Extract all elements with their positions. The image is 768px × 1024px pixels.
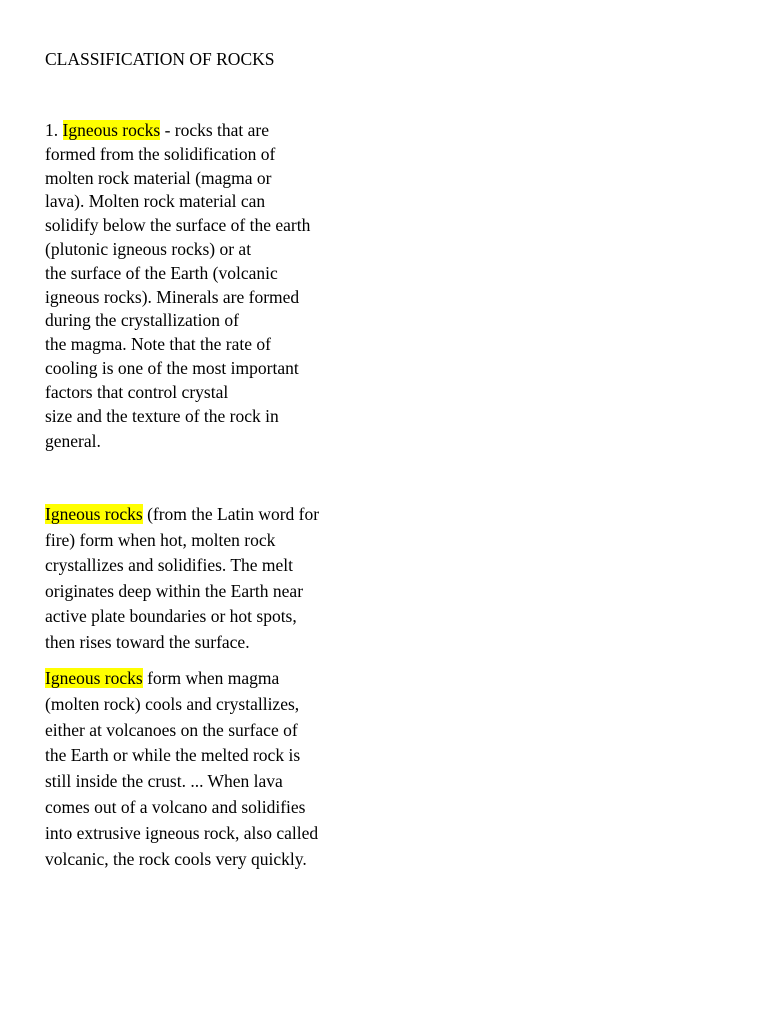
paragraph-line: formed from the solidification of [45,143,276,164]
paragraph-line: originates deep within the Earth near [45,580,304,601]
highlighted-term: Igneous rocks [62,120,161,140]
paragraph-line: during the crystallization of [45,310,239,331]
paragraph-line: factors that control crystal [45,381,229,402]
paragraph-line: lava). Molten rock material can [45,191,266,212]
paragraph-line: the Earth or while the melted rock is [45,745,301,766]
paragraph-line: molten rock material (magma or [45,167,272,188]
highlighted-term: Igneous rocks [45,668,143,688]
paragraph-line [45,119,375,143]
paragraph-line: crystallizes and solidifies. The melt [45,555,294,576]
document-title: CLASSIFICATION OF ROCKS [45,49,275,69]
highlighted-term: Igneous rocks [45,504,143,524]
paragraph-line: (molten rock) cools and crystallizes, [45,693,300,714]
paragraph-line: fire) form when hot, molten rock [45,529,276,550]
paragraph-line: either at volcanoes on the surface of [45,719,298,740]
paragraph-line: general. [45,431,101,452]
paragraph-igneous-definition [45,119,375,454]
paragraph-line [45,666,375,692]
paragraph-line: size and the texture of the rock in [45,405,279,426]
line-text: (from the Latin word for [142,504,320,524]
paragraph-line: still inside the crust. ... When lava [45,771,283,792]
paragraph-line: igneous rocks). Minerals are formed [45,286,300,307]
line-text: form when magma [142,668,280,688]
paragraph-line: the magma. Note that the rate of [45,334,271,355]
line-text: - rocks that are [160,120,270,140]
list-number: 1. [45,120,59,140]
paragraph-igneous-latin [45,502,375,656]
paragraph-line: comes out of a volcano and solidifies [45,796,306,817]
paragraph-line: the surface of the Earth (volcanic [45,262,278,283]
paragraph-line: (plutonic igneous rocks) or at [45,238,252,259]
paragraph-line: active plate boundaries or hot spots, [45,606,297,627]
paragraph-line: cooling is one of the most important [45,357,299,378]
paragraph-line: into extrusive igneous rock, also called [45,822,319,843]
paragraph-line: volcanic, the rock cools very quickly. [45,848,307,869]
paragraph-line: then rises toward the surface. [45,631,250,652]
paragraph-line: solidify below the surface of the earth [45,215,311,236]
paragraph-igneous-magma [45,666,375,872]
paragraph-line [45,502,375,528]
